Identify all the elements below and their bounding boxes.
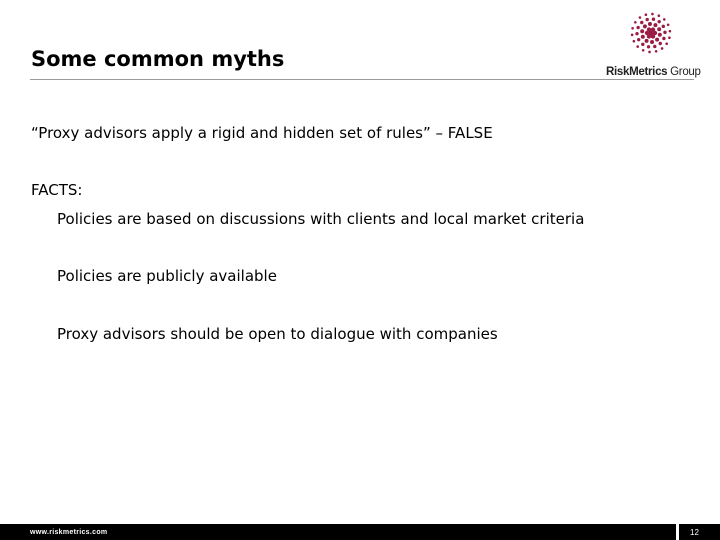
slide-title: Some common myths (31, 47, 285, 71)
logo-suffix-text: Group (667, 66, 701, 78)
logo-wordmark (606, 66, 706, 78)
fact-item: Proxy advisors should be open to dialogue with companies (57, 325, 498, 343)
footer-bar (0, 524, 720, 540)
page-number: 12 (690, 528, 699, 537)
dotted-starburst-logo-icon (628, 10, 674, 56)
fact-item: Policies are based on discussions with clients and local market criteria (57, 210, 585, 228)
footer-url: www.riskmetrics.com (30, 529, 108, 536)
footer-divider (676, 524, 679, 540)
company-logo (600, 10, 704, 78)
facts-heading: FACTS: (31, 181, 83, 199)
logo-brand-text: RiskMetrics (606, 66, 668, 78)
fact-item: Policies are publicly available (57, 267, 277, 285)
title-divider (30, 79, 694, 80)
myth-statement: “Proxy advisors apply a rigid and hidden set of rules” – FALSE (31, 124, 493, 142)
